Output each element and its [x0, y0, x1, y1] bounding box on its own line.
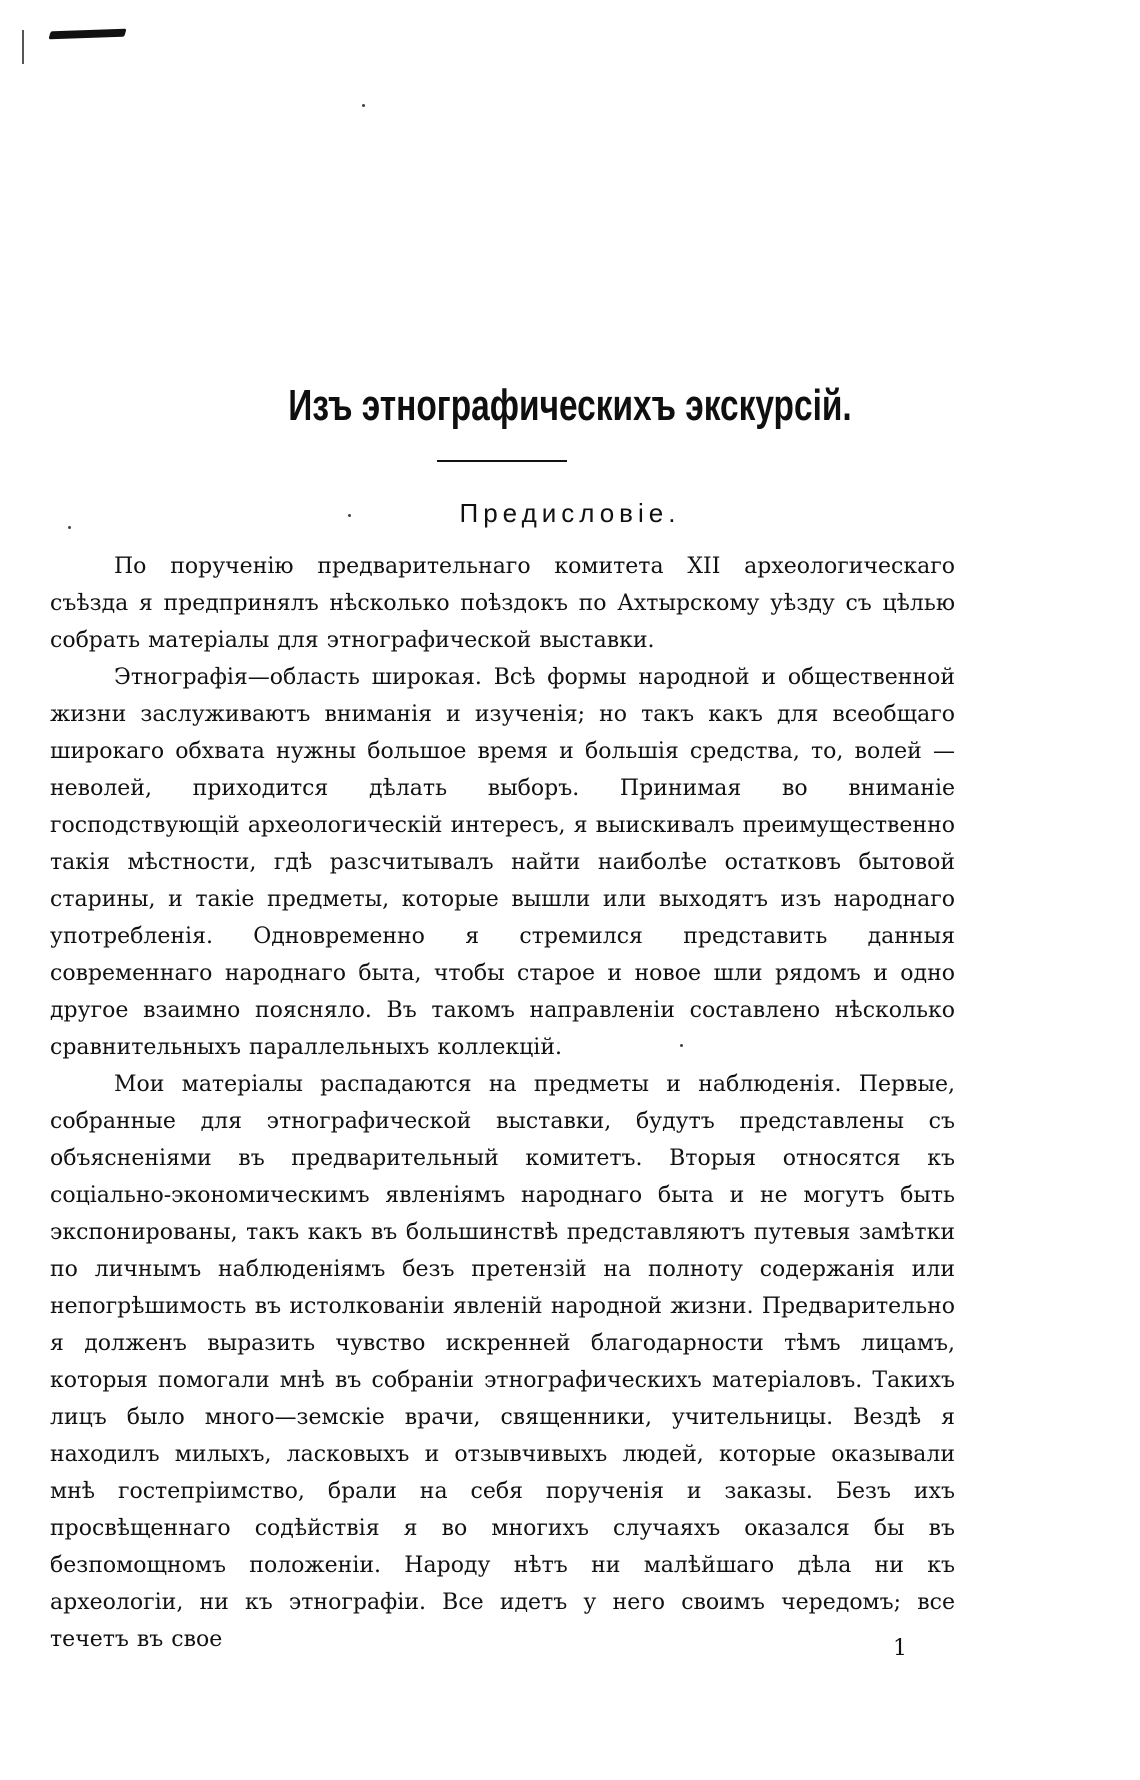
margin-mark [22, 30, 24, 64]
page-number: 1 [893, 1636, 907, 1661]
section-heading: Предисловіе. [459, 498, 681, 528]
page-title: Изъ этнографическихъ экскурсій. [288, 381, 852, 430]
paragraph: По порученію предварительнаго комитета XII археологическаго съѣзда я предпринялъ нѣсколько поѣздокъ по Ахтырскому уѣзду съ цѣлью собрать матеріалы для этнографической выставки. [50, 554, 955, 653]
ink-speck [362, 104, 365, 107]
paragraph: Этнографія—область широкая. Всѣ формы народной и общественной жизни заслуживаютъ вниманія и изученія; но такъ какъ для всеобщаго широкаго обхвата нужны большое время и большія средства, то, волей — неволей, приходится дѣлать выборъ. Принимая во вниманіе господствующій археологическій интересъ, я выискивалъ преимущественно такія мѣстности, гдѣ разсчитывалъ найти наиболѣе остатковъ бытовой старины, и такіе предметы, которые вышли или выходятъ изъ народнаго употребленія. Одновременно я стремился представить данныя современнаго народнаго быта, чтобы старое и новое шли рядомъ и одно другое взаимно поясняло. Въ такомъ направленіи составлено нѣсколько сравнительныхъ параллельныхъ коллекцій. [50, 665, 955, 1060]
paragraph: Мои матеріалы распадаются на предметы и наблюденія. Первые, собранные для этнографической выставки, будутъ представлены съ объясненіями въ предварительный комитетъ. Вторыя относятся къ соціально-экономическимъ явленіямъ народнаго быта и не могутъ быть экспонированы, такъ какъ въ большинствѣ представляютъ путевыя замѣтки по личнымъ наблюденіямъ безъ претензій на полноту содержанія или непогрѣшимость въ истолкованіи явленій народной жизни. Предварительно я долженъ выразить чувство искренней благодарности тѣмъ лицамъ, которыя помогали мнѣ въ собраніи этнографическихъ матеріаловъ. Такихъ лицъ было много—земскіе врачи, священники, учительницы. Вездѣ я находилъ милыхъ, ласковыхъ и отзывчивыхъ людей, которые оказывали мнѣ гостепріимство, брали на себя порученія и заказы. Безъ ихъ просвѣщеннаго содѣйствія я во многихъ случаяхъ оказался бы въ безпомощномъ положеніи. Народу нѣтъ ни малѣйшаго дѣла ни къ археологіи, ни къ этнографіи. Все идетъ у него своимъ чередомъ; все течетъ въ свое [50, 1072, 955, 1652]
ink-mark [48, 29, 126, 40]
title-divider [437, 460, 567, 462]
body-text [50, 548, 955, 1658]
